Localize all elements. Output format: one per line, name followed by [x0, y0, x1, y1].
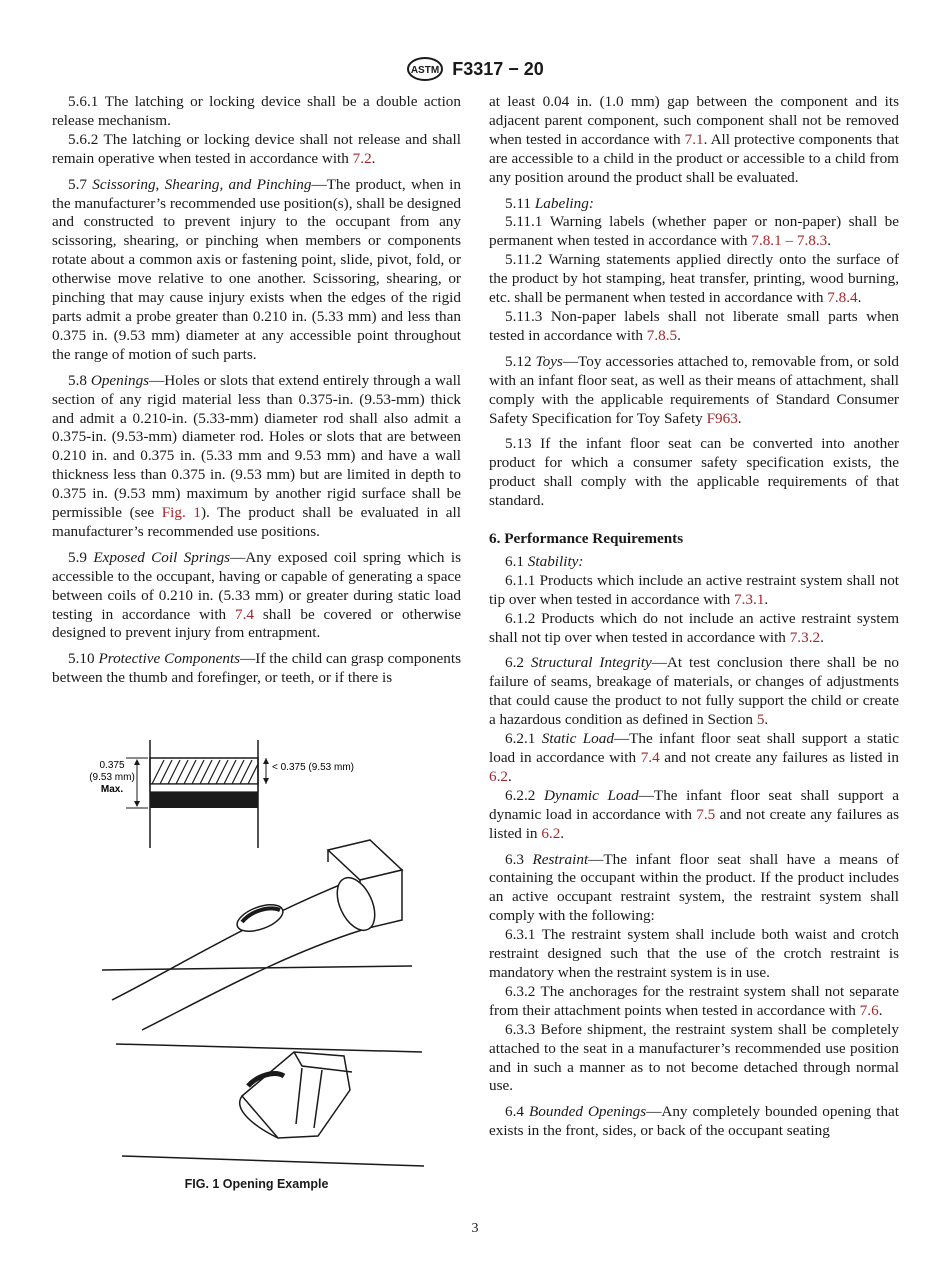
- slot-surface-detail: [116, 1044, 424, 1166]
- right-column: [489, 93, 899, 1141]
- paragraph-5-9: 5.9 Exposed Coil Springs—Any exposed coil spring which is accessible to the occupant, having or capable of generating a space between coils of 0.210 in. (5.33 mm) or greater during static load testing in accordance with 7.4 shall be covered or otherwise designed to prevent injury from entrapment.: [52, 548, 461, 642]
- paragraph-5-10: 5.10 Protective Components—If the child can grasp components between the thumb and forefinger, or teeth, or if there is: [52, 650, 462, 687]
- paragraph-6-2-1: 6.2.1 Static Load—The infant floor seat shall support a static load in accordance with 7.4 and not create any failures as listed in 6.2.: [489, 730, 900, 785]
- ref-7-1[interactable]: 7.1: [684, 130, 704, 148]
- paragraph-6-1-1: 6.1.1 Products which include an active restraint system shall not tip over when tested in accordance with 7.3.1.: [489, 571, 900, 608]
- paragraph-6-4: 6.4 Bounded Openings—Any completely bounded opening that exists in the front, sides, or back of the occupant seating: [489, 1103, 900, 1140]
- paragraph-6-3-1: 6.3.1 The restraint system shall include both waist and crotch restraint designed such that the use of the crotch restraint is mandatory when the restraint system is in use.: [489, 926, 900, 981]
- paragraph-5-7: 5.7 Scissoring, Shearing, and Pinching—The product, when in the manufacturer’s recommended use position(s), shall be designed and constructed to prevent injury to the occupant from any scissoring, shearing, or pinching when members or components rotate about a common axis or fastening point, slide, pivot, fold, or otherwise move relative to one another. Scissoring, shearing, or pinching that may cause injury exists when the edges of the rigid parts admit a probe greater than 0.210 in. (5.33 mm) and less than 0.375 in. (9.53 mm) diameter at any accessible point throughout the range of motion of such parts.: [52, 175, 461, 363]
- paragraph-5-8: 5.8 Openings—Holes or slots that extend entirely through a wall section of any rigid material less than 0.375-in. (9.53-mm) thick and admit a 0.210-in. (5.33-mm) diameter rod shall also admit a 0.375-in. (9.53-mm) diameter rod. Holes or slots that are between 0.210 in. and 0.375 in. (5.33 mm and 9.53 mm) and have a wall thickness less than 0.375 in. (9.53 mm) but are limited in depth to 0.375 in. (9.53 mm) maximum by another rigid surface shall be permissible (see Fig. 1). The product shall be evaluated in all manufacturer’s recommended use positions.: [52, 371, 462, 540]
- ref-7-8-1-7-8-3[interactable]: 7.8.1 – 7.8.3: [751, 232, 828, 250]
- dim-label-0375: 0.375: [99, 760, 125, 771]
- figure-caption: FIG. 1 Opening Example: [184, 1177, 329, 1191]
- rod-through-block-detail: [102, 840, 412, 1030]
- dim-label-953mm: (9.53 mm): [89, 772, 135, 783]
- svg-text:ASTM: ASTM: [411, 65, 440, 76]
- paragraph-5-11-1: 5.11.1 Warning labels (whether paper or non-paper) shall be permanent when tested in accordance with 7.8.1 – 7.8.3.: [489, 213, 899, 250]
- paragraph-5-11-2: 5.11.2 Warning statements applied directly onto the surface of the product by hot stamping, heat transfer, printing, wood burning, etc. shall be permanent when tested in accordance with 7.8.4.: [489, 251, 900, 307]
- ref-7-3-1[interactable]: 7.3.1: [734, 590, 765, 608]
- paragraph-6-2: 6.2 Structural Integrity—At test conclusion there shall be no failure of seams, breakage of materials, or changes of adjustments that could cause the product to not fully support the child or create a hazardous condition as defined in Section 5.: [489, 654, 900, 729]
- ref-7-2[interactable]: 7.2: [352, 149, 372, 167]
- document-code: F3317 − 20: [452, 58, 544, 79]
- left-column: [52, 93, 461, 688]
- paragraph-5-13: 5.13 If the infant floor seat can be converted into another product for which a consumer safety specification exists, the product shall comply with the applicable requirements of that standard.: [489, 435, 899, 510]
- paragraph-6-1-2: 6.1.2 Products which do not include an active restraint system shall not tip over when tested in accordance with 7.3.2.: [489, 609, 900, 646]
- ref-6-2[interactable]: 6.2: [541, 824, 561, 842]
- paragraph-5-6-1: 5.6.1 The latching or locking device shall be a double action release mechanism.: [52, 93, 461, 129]
- ref-7-4[interactable]: 7.4: [640, 749, 660, 766]
- paragraph-5-6-2: 5.6.2 The latching or locking device shall not release and shall remain operative when tested in accordance with 7.2.: [52, 130, 461, 167]
- ref-f963[interactable]: F963: [706, 409, 738, 427]
- ref-7-3-2[interactable]: 7.3.2: [789, 628, 821, 646]
- ref-7-6[interactable]: 7.6: [859, 1001, 879, 1019]
- paragraph-6-3-3: 6.3.3 Before shipment, the restraint system shall be completely attached to the seat in a manufacturer’s recommended use position and in such a manner as to not become detached through normal use.: [489, 1020, 899, 1095]
- page-number: 3: [471, 1221, 479, 1236]
- figure-1-opening-example: [52, 730, 461, 1200]
- ref-fig-1[interactable]: Fig. 1: [161, 504, 201, 522]
- ref-7-5[interactable]: 7.5: [696, 805, 716, 823]
- ref-7-4[interactable]: 7.4: [235, 605, 254, 623]
- dim-label-right: < 0.375 (9.53 mm): [272, 762, 354, 773]
- paragraph-5-11: 5.11 Labeling:: [505, 194, 594, 212]
- page-header: [0, 56, 950, 82]
- ref-7-8-5[interactable]: 7.8.5: [646, 326, 678, 344]
- paragraph-5-11-3: 5.11.3 Non-paper labels shall not liberate small parts when tested in accordance with 7.8.5.: [489, 307, 900, 344]
- ref-6-2[interactable]: 6.2: [489, 767, 508, 785]
- ref-7-8-4[interactable]: 7.8.4: [827, 289, 858, 307]
- paragraph-5-10-continued: at least 0.04 in. (1.0 mm) gap between the component and its adjacent parent component, such component shall not be removed when tested in accordance with 7.1. All protective components that are accessible to a child in the product or accessible to a child from any position around the product shall be evaluated.: [489, 93, 899, 186]
- paragraph-6-3: 6.3 Restraint—The infant floor seat shall have a means of containing the occupant within the product. If the product includes an active occupant restraint system, the restraint system shall comply with the following:: [489, 850, 900, 925]
- paragraph-6-3-2: 6.3.2 The anchorages for the restraint system shall not separate from their attachment points when tested in accordance with 7.6.: [489, 982, 900, 1019]
- astm-logo-icon: [406, 56, 444, 82]
- paragraph-6-1: 6.1 Stability:: [505, 552, 584, 570]
- paragraph-6-2-2: 6.2.2 Dynamic Load—The infant floor seat shall support a dynamic load in accordance with 7.5 and not create any failures as listed in 6.2.: [489, 786, 900, 842]
- paragraph-5-12: 5.12 Toys—Toy accessories attached to, removable from, or sold with an infant floor seat, as well as their means of attachment, shall comply with the applicable requirements of Standard Consumer Safety Specification for Toy Safety F963.: [489, 352, 900, 427]
- section-6-heading: 6. Performance Requirements: [489, 530, 684, 548]
- wall-section-detail: [126, 740, 269, 848]
- ref-section-5[interactable]: 5: [756, 711, 765, 729]
- dim-label-max: Max.: [100, 784, 124, 795]
